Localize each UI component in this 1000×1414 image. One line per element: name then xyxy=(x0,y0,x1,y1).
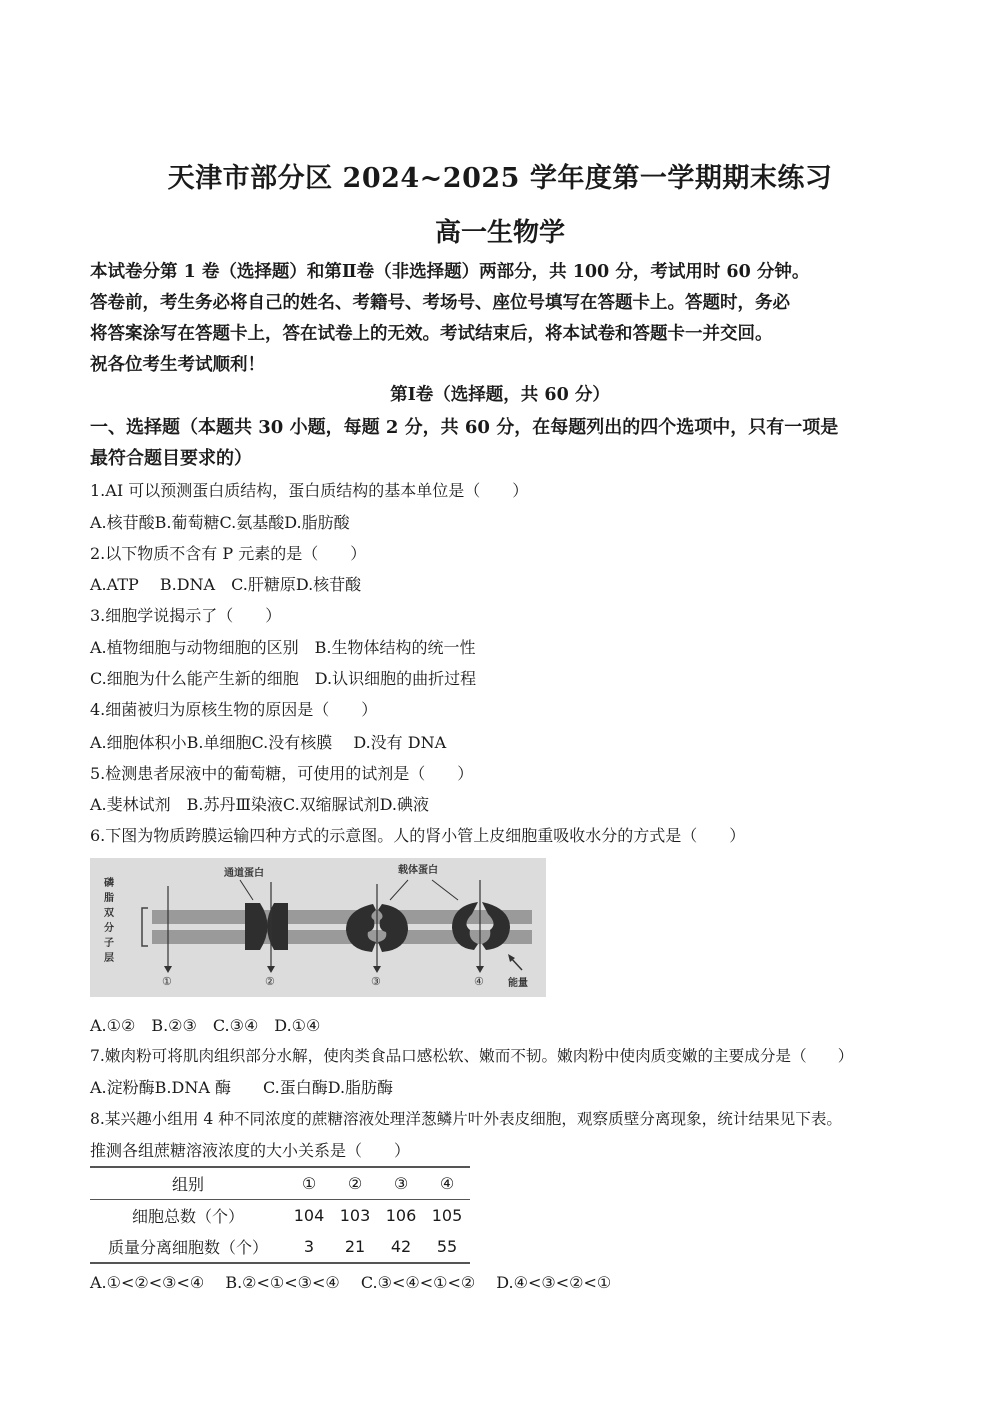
question-3-options-cd: C.细胞为什么能产生新的细胞 D.认识细胞的曲折过程 xyxy=(90,669,477,688)
table-cell: 3 xyxy=(303,1237,315,1256)
section-title: 第Ⅰ卷（选择题，共 60 分） xyxy=(390,385,610,405)
question-4-stem: 4.细菌被归为原核生物的原因是（ ） xyxy=(90,700,378,719)
question-3-options-ab: A.植物细胞与动物细胞的区别 B.生物体结构的统一性 xyxy=(90,638,476,657)
bilayer-label: 磷 脂 双 分 子 层 xyxy=(104,878,114,964)
bilayer-upper xyxy=(152,910,532,924)
table-cell: 42 xyxy=(390,1237,412,1256)
instruction-line: 本试卷分第 1 卷（选择题）和第Ⅱ卷（非选择题）两部分，共 100 分，考试用时 60 分钟。 xyxy=(90,262,810,282)
table-cell: 103 xyxy=(339,1206,371,1225)
table-row xyxy=(90,1231,470,1263)
marker-1: ① xyxy=(162,975,172,988)
question-5-stem: 5.检测患者尿液中的葡萄糖，可使用的试剂是（ ） xyxy=(90,764,474,783)
question-1-options: A.核苷酸B.葡萄糖C.氨基酸D.脂肪酸 xyxy=(90,513,350,532)
question-8-stem-cont: 推测各组蔗糖溶液浓度的大小关系是（ ） xyxy=(90,1141,411,1160)
question-8-options: A.①<②<③<④ B.②<①<③<④ C.③<④<①<② D.④<③<②<① xyxy=(90,1273,612,1292)
question-4-options: A.细胞体积小B.单细胞C.没有核膜 D.没有 DNA xyxy=(90,733,447,752)
marker-2: ② xyxy=(265,975,275,988)
table-cell: 104 xyxy=(293,1206,325,1225)
table-header-cell: ① xyxy=(301,1174,317,1193)
channel-protein-label: 通道蛋白 xyxy=(224,868,264,879)
instruction-line: 答卷前，考生务必将自己的姓名、考籍号、考场号、座位号填写在答题卡上。答题时，务必 xyxy=(90,293,790,313)
question-6-options: A.①② B.②③ C.③④ D.①④ xyxy=(90,1016,321,1035)
marker-4: ④ xyxy=(474,975,484,988)
bilayer-lower xyxy=(152,930,532,944)
exam-title: 天津市部分区 2024~2025 学年度第一学期期末练习 xyxy=(167,163,833,194)
table-cell: 细胞总数（个） xyxy=(131,1207,244,1226)
table-header-cell: 组别 xyxy=(171,1175,204,1194)
instruction-line: 祝各位考生考试顺利！ xyxy=(90,355,265,375)
table-cell: 106 xyxy=(385,1206,417,1225)
table-header-cell: ④ xyxy=(439,1174,455,1193)
question-1-stem: 1.AI 可以预测蛋白质结构，蛋白质结构的基本单位是（ ） xyxy=(90,481,529,500)
question-7-options: A.淀粉酶B.DNA 酶 C.蛋白酶D.脂肪酶 xyxy=(90,1078,394,1097)
question-8-stem: 8.某兴趣小组用 4 种不同浓度的蔗糖溶液处理洋葱鳞片叶外表皮细胞，观察质壁分离现象，统计结果见下表。 xyxy=(90,1110,843,1128)
table-cell: 105 xyxy=(431,1206,463,1225)
table-cell: 21 xyxy=(344,1237,366,1256)
table-row xyxy=(90,1200,470,1232)
question-3-stem: 3.细胞学说揭示了（ ） xyxy=(90,606,282,625)
table-cell: 质量分离细胞数（个） xyxy=(107,1238,268,1257)
exam-subject: 高一生物学 xyxy=(434,218,565,248)
question-2-options: A.ATP B.DNA C.肝糖原D.核苷酸 xyxy=(90,575,362,594)
membrane-transport-figure xyxy=(90,858,546,997)
table-header-row xyxy=(90,1167,470,1200)
results-table xyxy=(90,1166,470,1264)
table-header-cell: ③ xyxy=(393,1174,409,1193)
marker-3: ③ xyxy=(371,975,381,988)
question-6-stem: 6.下图为物质跨膜运输四种方式的示意图。人的肾小管上皮细胞重吸收水分的方式是（ ） xyxy=(90,826,746,845)
table-cell: 55 xyxy=(436,1237,458,1256)
question-2-stem: 2.以下物质不含有 P 元素的是（ ） xyxy=(90,544,367,563)
question-5-options: A.斐林试剂 B.苏丹Ⅲ染液C.双缩脲试剂D.碘液 xyxy=(90,795,430,814)
table-header-cell: ② xyxy=(347,1174,363,1193)
section-heading-cont: 最符合题目要求的） xyxy=(90,448,252,469)
energy-label: 能量 xyxy=(508,978,528,989)
carrier-protein-label: 载体蛋白 xyxy=(398,865,438,876)
section-heading: 一、选择题（本题共 30 小题，每题 2 分，共 60 分，在每题列出的四个选项中，只有一项是 xyxy=(90,417,839,438)
question-7-stem: 7.嫩肉粉可将肌肉组织部分水解，使肉类食品口感松软、嫩而不韧。嫩肉粉中使肉质变嫩的主要成分是（ ） xyxy=(90,1047,854,1065)
instruction-line: 将答案涂写在答题卡上，答在试卷上的无效。考试结束后，将本试卷和答题卡一并交回。 xyxy=(90,324,773,344)
